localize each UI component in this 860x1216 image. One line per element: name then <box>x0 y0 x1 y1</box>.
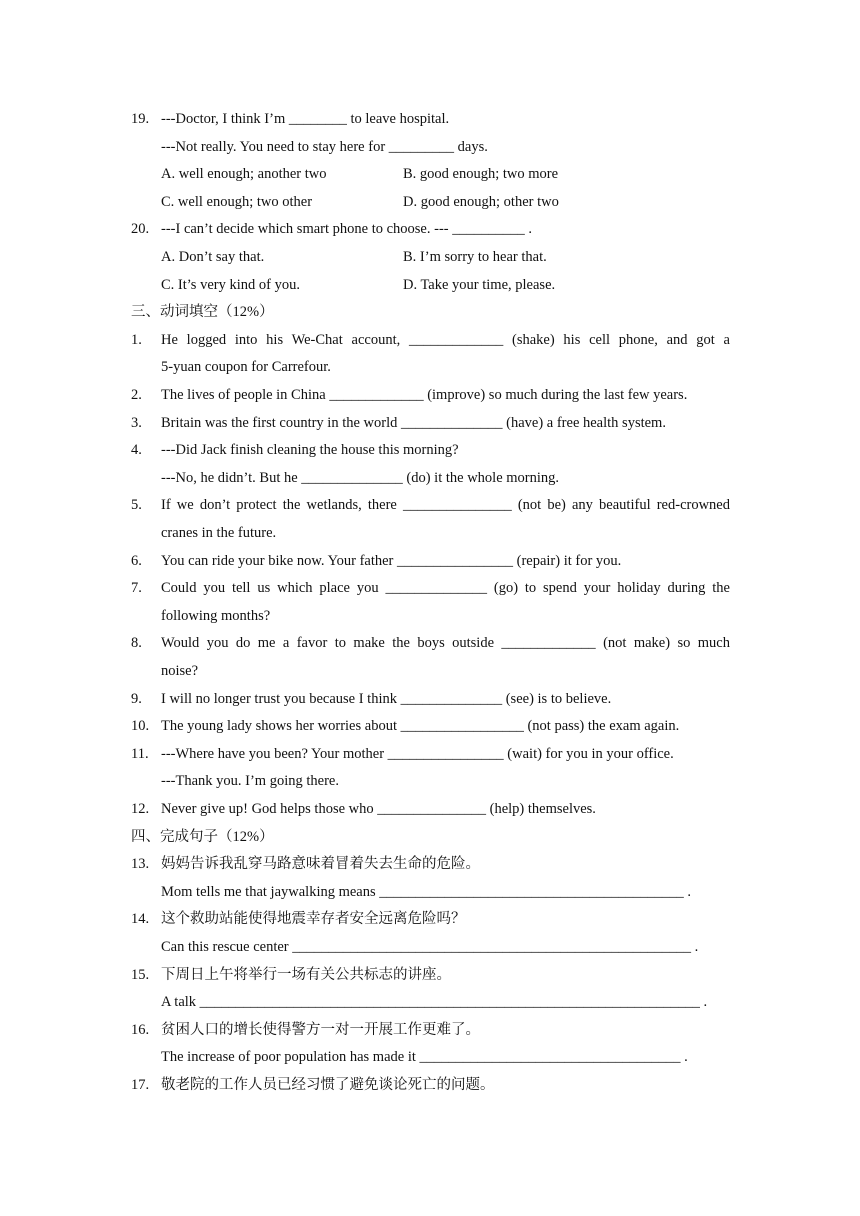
question-text: ---Did Jack finish cleaning the house this morning? <box>161 442 459 459</box>
question-text: You can ride your bike now. Your father ________________ (repair) it for you. <box>161 552 622 569</box>
question-line <box>0 493 860 517</box>
question-text: Could you tell us which place you ______________ (go) to spend your holiday during the <box>161 580 730 597</box>
option-b: B. good enough; two more <box>403 166 559 183</box>
question-line <box>0 963 860 987</box>
question-text: 5-yuan coupon for Carrefour. <box>161 359 331 376</box>
question-text: ---Doctor, I think I’m ________ to leave hospital. <box>161 111 450 127</box>
option-b: B. I’m sorry to hear that. <box>403 249 547 265</box>
question-number: 5. <box>131 497 142 514</box>
question-number: 11. <box>131 745 149 762</box>
question-text: The increase of poor population has made it ____________________________________ . <box>161 1049 688 1066</box>
question-line <box>0 107 860 131</box>
question-line <box>0 742 860 766</box>
question-number: 1. <box>131 331 142 348</box>
question-line <box>0 880 860 904</box>
section-title: 三、动词填空（12%） <box>131 304 274 321</box>
question-line <box>0 576 860 600</box>
question-line <box>0 852 860 876</box>
question-line <box>0 1018 860 1042</box>
question-text: ---No, he didn’t. But he ______________ (do) it the whole morning. <box>161 469 560 486</box>
question-line <box>0 687 860 711</box>
question-line <box>0 521 860 545</box>
question-number: 6. <box>131 552 142 569</box>
question-text: A talk _____________________________________________________________________ . <box>161 994 708 1011</box>
option-row <box>0 273 860 297</box>
question-text: ---Not really. You need to stay here for _________ days. <box>161 138 488 155</box>
question-text: ---Thank you. I’m going there. <box>161 773 339 790</box>
question-number: 9. <box>131 690 142 707</box>
question-line <box>0 769 860 793</box>
question-number: 14. <box>131 911 150 928</box>
question-number: 2. <box>131 387 142 403</box>
question-line <box>0 935 860 959</box>
question-number: 3. <box>131 414 142 431</box>
question-line <box>0 659 860 683</box>
question-text: Mom tells me that jaywalking means __________________________________________ . <box>161 883 692 900</box>
question-text: 敬老院的工作人员已经习惯了避免谈论死亡的问题。 <box>161 1077 495 1093</box>
question-number: 8. <box>131 635 142 652</box>
question-text: ---I can’t decide which smart phone to choose. --- __________ . <box>161 221 532 238</box>
question-line <box>0 383 860 407</box>
option-row <box>0 190 860 214</box>
question-line <box>0 135 860 159</box>
question-line <box>0 604 860 628</box>
question-text: Britain was the first country in the world ______________ (have) a free health system. <box>161 414 666 431</box>
question-text: Would you do me a favor to make the boys outside _____________ (not make) so much <box>161 635 730 652</box>
question-line <box>0 411 860 435</box>
option-row <box>0 245 860 269</box>
question-line <box>0 328 860 352</box>
option-row <box>0 162 860 186</box>
question-text: ---Where have you been? Your mother ________________ (wait) for you in your office. <box>161 745 674 762</box>
question-line <box>0 466 860 490</box>
question-line <box>0 714 860 738</box>
question-number: 16. <box>131 1021 150 1038</box>
question-number: 12. <box>131 801 150 817</box>
question-number: 17. <box>131 1077 150 1093</box>
question-text: following months? <box>161 607 271 624</box>
question-line <box>0 797 860 821</box>
question-number: 10. <box>131 718 150 735</box>
question-text: Never give up! God helps those who _______________ (help) themselves. <box>161 801 596 817</box>
section-title: 四、完成句子（12%） <box>131 828 274 845</box>
option-a: C. well enough; two other <box>161 193 313 210</box>
question-line <box>0 217 860 241</box>
option-a: A. Don’t say that. <box>161 249 265 265</box>
option-a: A. well enough; another two <box>161 166 327 183</box>
question-text: If we don’t protect the wetlands, there _______________ (not be) any beautiful red-crowned <box>161 497 730 514</box>
question-text: 贫困人口的增长使得警方一对一开展工作更难了。 <box>161 1021 480 1038</box>
question-number: 13. <box>131 856 150 873</box>
question-number: 19. <box>131 111 150 127</box>
question-line <box>0 355 860 379</box>
question-line <box>0 990 860 1014</box>
question-text: He logged into his We-Chat account, _____________ (shake) his cell phone, and got a <box>161 331 730 348</box>
question-number: 20. <box>131 221 150 238</box>
question-text: 妈妈告诉我乱穿马路意味着冒着失去生命的危险。 <box>161 856 480 873</box>
question-text: I will no longer trust you because I think ______________ (see) is to believe. <box>161 690 612 707</box>
question-line <box>0 907 860 931</box>
section-heading <box>0 300 860 324</box>
question-number: 7. <box>131 580 142 597</box>
question-line <box>0 631 860 655</box>
section-heading <box>0 825 860 849</box>
question-text: Can this rescue center _______________________________________________________ . <box>161 939 699 955</box>
question-number: 15. <box>131 966 150 983</box>
question-text: cranes in the future. <box>161 525 277 541</box>
question-line <box>0 549 860 573</box>
option-b: D. Take your time, please. <box>403 276 556 293</box>
question-text: The lives of people in China _____________ (improve) so much during the last few years. <box>161 387 688 403</box>
option-b: D. good enough; other two <box>403 193 559 210</box>
question-line <box>0 1045 860 1069</box>
question-text: 这个救助站能使得地震幸存者安全远离危险吗？ <box>161 911 466 928</box>
question-text: 下周日上午将举行一场有关公共标志的讲座。 <box>161 966 451 983</box>
question-text: The young lady shows her worries about _________________ (not pass) the exam again. <box>161 718 680 735</box>
question-text: noise? <box>161 663 199 679</box>
question-number: 4. <box>131 442 142 459</box>
option-a: C. It’s very kind of you. <box>161 276 300 293</box>
question-line <box>0 1073 860 1097</box>
question-line <box>0 438 860 462</box>
